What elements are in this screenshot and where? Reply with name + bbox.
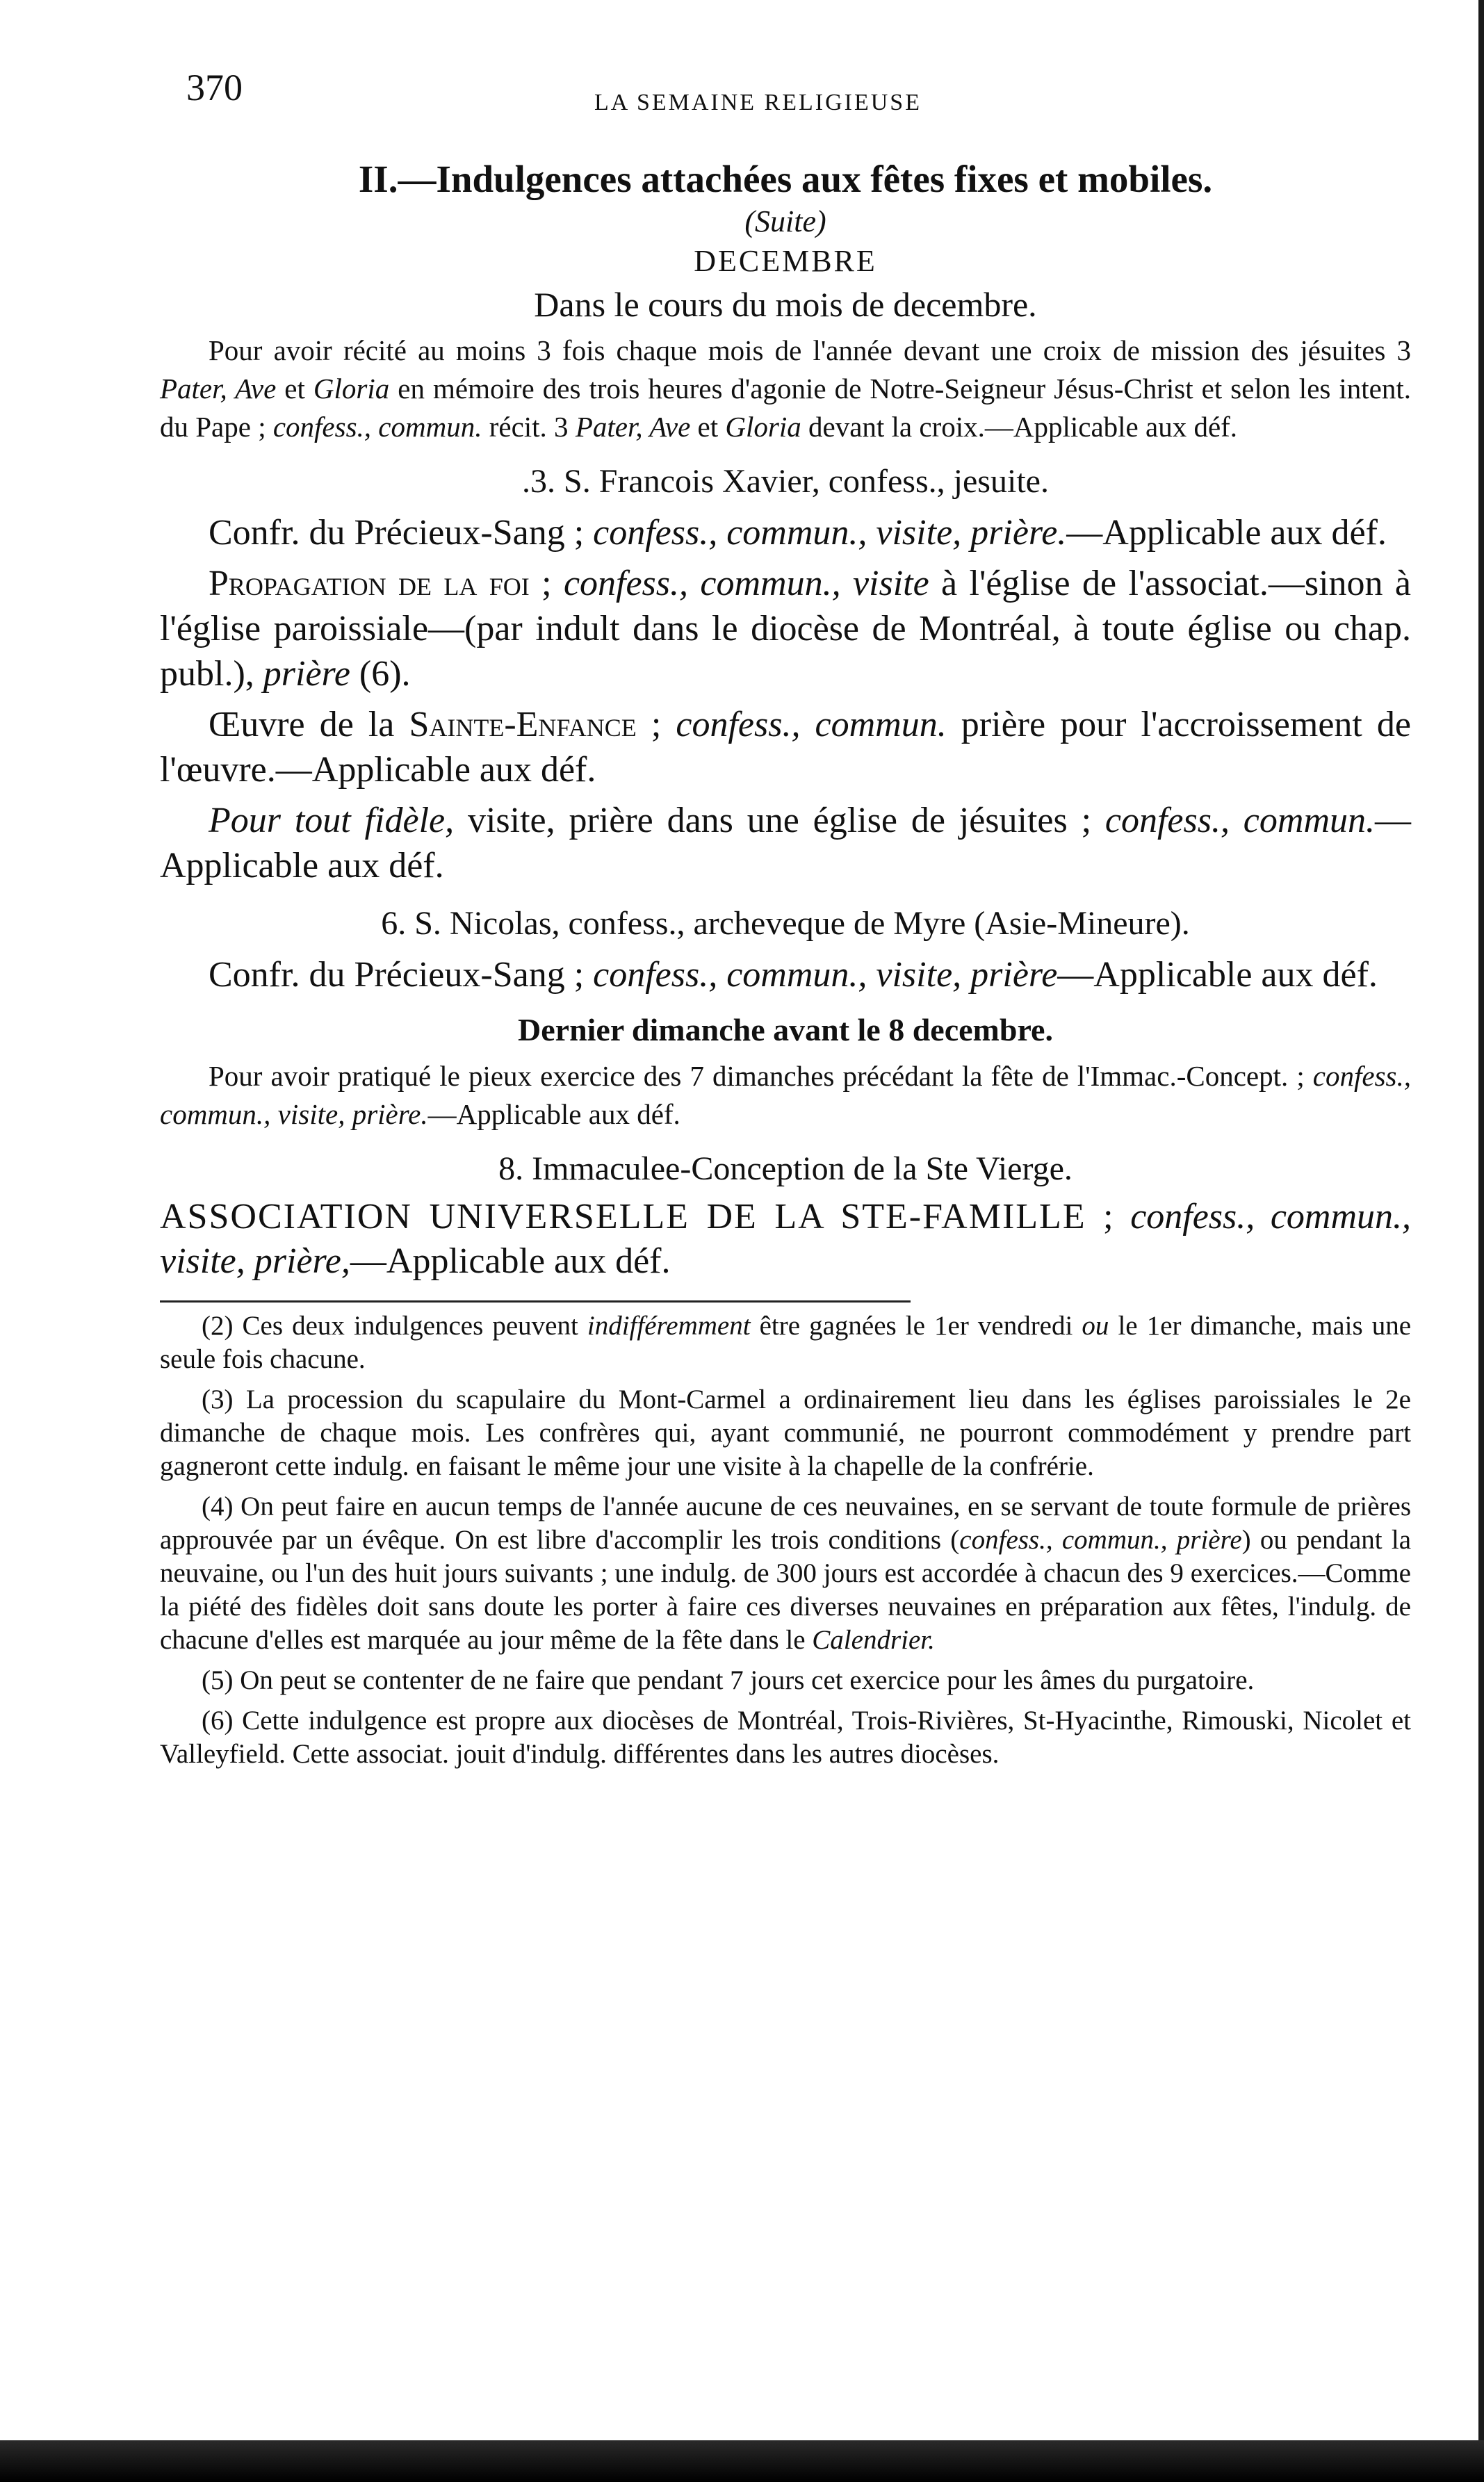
feast-saint-nicolas: 6. S. Nicolas, confess., archeveque de Myre (Asie-Mineure). [381, 905, 1190, 942]
scan-bottom-shadow [0, 2440, 1484, 2482]
footnote-4: (4) On peut faire en aucun temps de l'année aucune de ces neuvaines, en se servant de toute formule de prières approuvée par un évêque. On est libre d'accomplir les trois conditions (confess., commun., prière) ou pendant la neuvaine, ou l'un des huit jours suivants ; une indulg. de 300 jours est accordée à chacun des 9 exercices.—Comme la piété des fidèles doit sans doute les porter à faire ces diverses neuvaines en préparation aux fêtes, l'indulg. de chacune d'elles est marquée au jour même de la fête dans le Calendrier. [160, 1492, 1412, 1655]
section-title: II.—Indulgences attachées aux fêtes fixes et mobiles. [358, 158, 1213, 200]
paragraph-tout-fidele: Pour tout fidèle, visite, prière dans une église de jésuites ; confess., commun.—Applicable aux déf. [160, 801, 1411, 885]
page-content [160, 156, 1411, 1771]
page-header [174, 66, 1411, 122]
paragraph-propagation-foi: Propagation de la foi ; confess., commun., visite à l'église de l'associat.—sinon à l'église paroissiale—(par indult dans le diocèse de Montréal, à toute église ou chap. publ.), prière (6). [160, 564, 1411, 694]
paragraph-precieux-sang-2: Confr. du Précieux-Sang ; confess., commun., visite, prière—Applicable aux déf. [209, 955, 1378, 995]
scan-edge-shadow [1478, 0, 1484, 2482]
paragraph-sainte-famille: ASSOCIATION UNIVERSELLE DE LA STE-FAMILLE ; confess., commun., visite, prière,—Applicable aux déf. [160, 1197, 1412, 1281]
paragraph-precieux-sang-1: Confr. du Précieux-Sang ; confess., commun., visite, prière.—Applicable aux déf. [209, 513, 1387, 553]
month-heading: DECEMBRE [694, 244, 877, 278]
paragraph-mission-cross: Pour avoir récité au moins 3 fois chaque mois de l'année devant une croix de mission des jésuites 3 Pater, Ave et Gloria en mémoire des trois heures d'agonie de Notre-Seigneur Jésus-Christ et selon les intent. du Pape ; confess., commun. récit. 3 Pater, Ave et Gloria devant la croix.—Applicable aux déf. [160, 334, 1412, 443]
paragraph-sept-dimanches: Pour avoir pratiqué le pieux exercice des 7 dimanches précédant la fête de l'Immac.-Concept. ; confess., commun., visite, prière.—Applicable aux déf. [160, 1060, 1411, 1130]
footnote-divider [160, 1300, 911, 1303]
paragraph-sainte-enfance: Œuvre de la Sainte-Enfance ; confess., commun. prière pour l'accroissement de l'œuvre.—Applicable aux déf. [160, 705, 1412, 790]
section-suite: (Suite) [744, 204, 826, 238]
footnote-5: (5) On peut se contenter de ne faire que pendant 7 jours cet exercice pour les âmes du purgatoire. [202, 1665, 1255, 1695]
month-subheading: Dans le cours du mois de decembre. [534, 285, 1037, 324]
running-head: LA SEMAINE RELIGIEUSE [594, 90, 922, 115]
feast-francois-xavier: .3. S. Francois Xavier, confess., jesuite. [522, 463, 1049, 500]
feast-immaculee-conception: 8. Immaculee-Conception de la Ste Vierge. [498, 1150, 1073, 1187]
footnote-3: (3) La procession du scapulaire du Mont-Carmel a ordinairement lieu dans les églises paroissiales le 2e dimanche de chaque mois. Les confrères qui, ayant communié, ne pourront commodément y prendre part gagneront cette indulg. en faisant le même jour une visite à la chapelle de la confrérie. [160, 1385, 1411, 1481]
page-number: 370 [186, 67, 243, 108]
subheading-dernier-dimanche: Dernier dimanche avant le 8 decembre. [518, 1012, 1053, 1047]
footnote-2: (2) Ces deux indulgences peuvent indifféremment être gagnées le 1er vendredi ou le 1er dimanche, mais une seule fois chacune. [160, 1311, 1412, 1374]
footnote-6: (6) Cette indulgence est propre aux diocèses de Montréal, Trois-Rivières, St-Hyacinthe, Rimouski, Nicolet et Valleyfield. Cette associat. jouit d'indulg. différentes dans les autres diocèses. [160, 1706, 1411, 1769]
